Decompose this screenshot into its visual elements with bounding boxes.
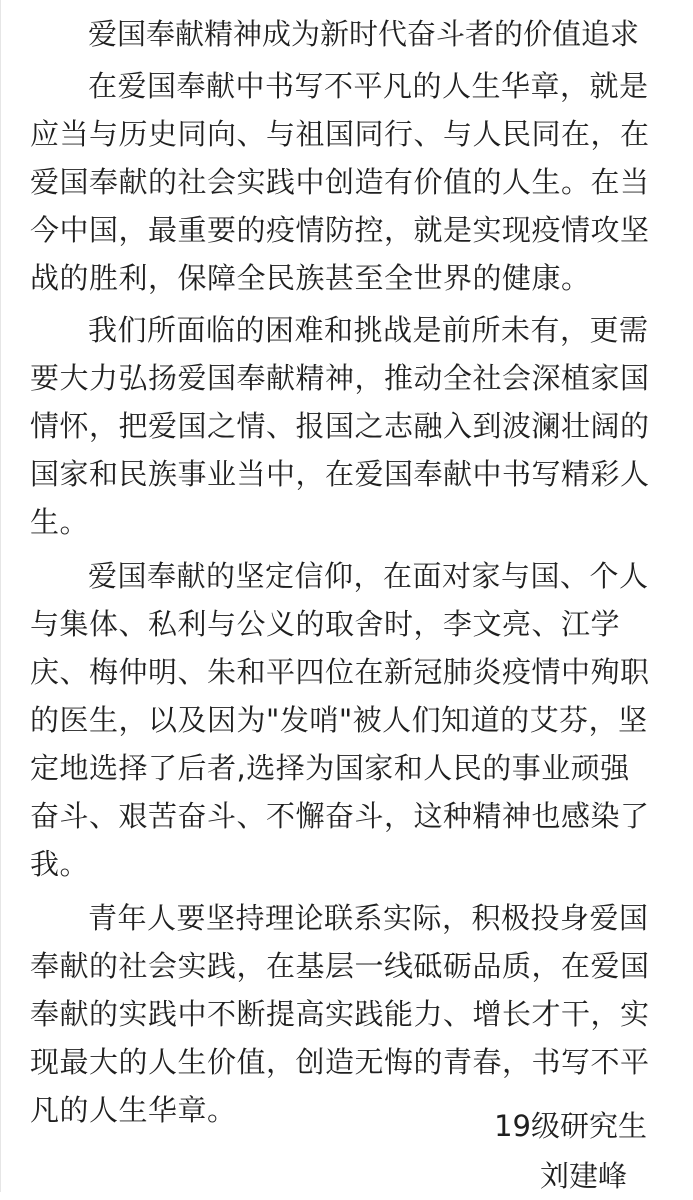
- signature-block: [494, 1102, 647, 1200]
- paragraph-4: 青年人要坚持理论联系实际，积极投身爱国奉献的社会实践，在基层一线砥砺品质，在爱国奉献的实践中不断提高实践能力、增长才干，实现最大的人生价值，创造无悔的青春，书写不平凡的人生华章。: [30, 901, 650, 1127]
- page-edge-divider: [0, 0, 1, 1192]
- document-body: [30, 10, 652, 1134]
- paragraph-2: 我们所面临的困难和挑战是前所未有，更需要大力弘扬爱国奉献精神，推动全社会深植家国情怀，把爱国之情、报国之志融入到波澜壮阔的国家和民族事业当中，在爱国奉献中书写精彩人生。: [30, 313, 650, 539]
- document-title: 爱国奉献精神成为新时代奋斗者的价值追求: [88, 17, 640, 51]
- paragraph-3: 爱国奉献的坚定信仰，在面对家与国、个人与集体、私利与公义的取舍时，李文亮、江学庆、梅仲明、朱和平四位在新冠肺炎疫情中殉职的医生，以及因为"发哨"被人们知道的艾芬，坚定地选择了后者,选择为国家和人民的事业顽强奋斗、艰苦奋斗、不懈奋斗，这种精神也感染了我。: [30, 559, 650, 881]
- signature-name: 刘建峰: [539, 1159, 627, 1193]
- paragraph-1: 在爱国奉献中书写不平凡的人生华章，就是应当与历史同向、与祖国同行、与人民同在，在爱国奉献的社会实践中创造有价值的人生。在当今中国，最重要的疫情防控，就是实现疫情攻坚战的胜利，保障全民族甚至全世界的健康。: [30, 69, 650, 295]
- signature-affiliation: 19级研究生: [494, 1109, 647, 1143]
